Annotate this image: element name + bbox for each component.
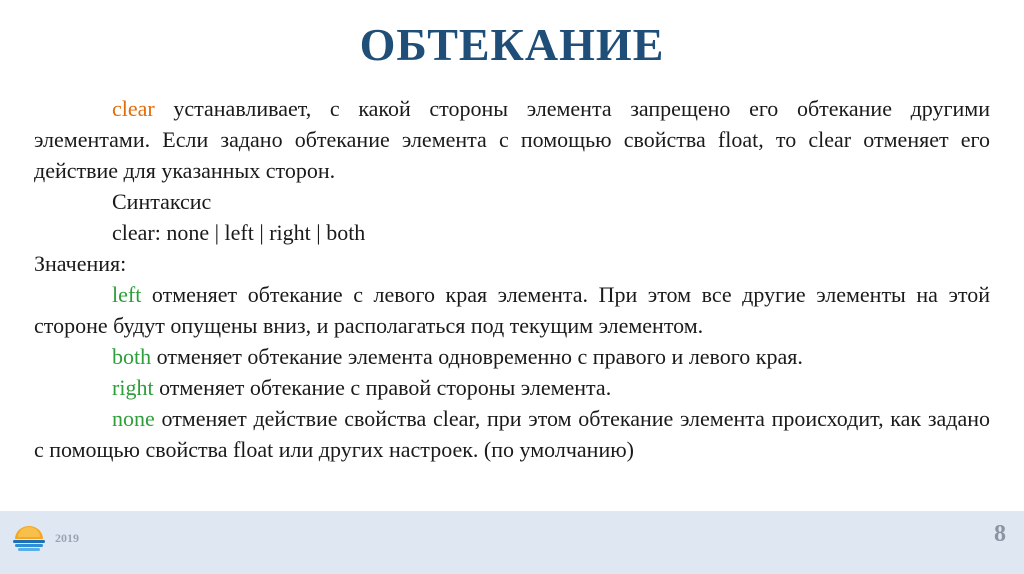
slide-body (34, 93, 990, 465)
value-right-paragraph (34, 372, 990, 403)
value-right-text: отменяет обтекание с правой стороны элемента. (153, 375, 612, 400)
page-number: 8 (994, 521, 1006, 547)
intro-text: устанавливает, с какой стороны элемента запрещено его обтекание другими элементами. Если задано обтекание элемента с помощью свойства float, то clear отменяет его действие для указанных сторон. (34, 96, 990, 183)
value-none-text: отменяет действие свойства clear, при этом обтекание элемента происходит, как задано с помощью свойства float или других настроек. (по умолчанию) (34, 406, 990, 462)
value-both-text: отменяет обтекание элемента одновременно с правого и левого края. (151, 344, 803, 369)
keyword-clear: clear (112, 96, 155, 121)
footer-year: 2019 (55, 531, 79, 545)
value-none-paragraph (34, 403, 990, 465)
syntax-label: Синтаксис (112, 189, 212, 214)
value-both-paragraph (34, 341, 990, 372)
footer-band (0, 511, 1024, 574)
value-left-text: отменяет обтекание с левого края элемента. При этом все другие элементы на этой стороне будут опущены вниз, и располагаться под текущим элементом. (34, 282, 990, 338)
slide-title: ОБТЕКАНИЕ (359, 19, 665, 70)
keyword-left: left (112, 282, 142, 307)
syntax-value: clear: none | left | right | both (112, 220, 366, 245)
values-label: Значения: (34, 251, 127, 276)
sunrise-logo-icon (12, 524, 46, 552)
keyword-both: both (112, 344, 152, 369)
value-left-paragraph (34, 279, 990, 341)
intro-paragraph (34, 93, 990, 186)
keyword-right: right (112, 375, 154, 400)
keyword-none: none (112, 406, 155, 431)
